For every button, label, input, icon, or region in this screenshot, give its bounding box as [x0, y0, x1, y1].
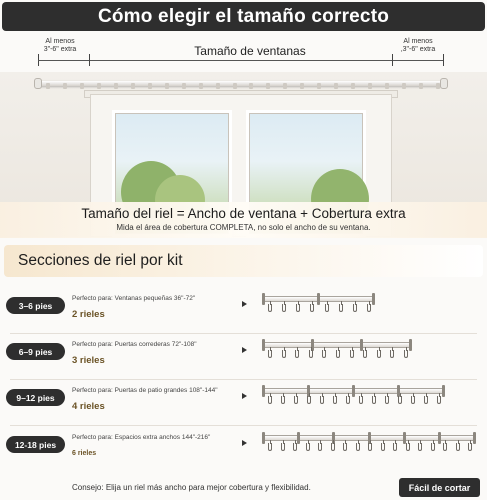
kit-description-prefix: Perfecto para: [72, 341, 113, 348]
kit-description [72, 434, 210, 441]
curtain-hook [393, 443, 397, 451]
rail-glide [402, 83, 406, 89]
curtain-hook [398, 396, 402, 404]
left-extra-dimension-line [38, 60, 90, 61]
kit-row [0, 383, 487, 427]
curtain-hook [281, 443, 285, 451]
curtain-hook [268, 396, 272, 404]
curtain-hook [424, 396, 428, 404]
rail-glide [436, 83, 440, 89]
curtain-hook [282, 304, 286, 312]
rail-glide [385, 83, 389, 89]
kit-description-text: Espacios extra anchos 144"-216" [114, 434, 211, 441]
rail-joint [297, 432, 300, 444]
size-badge: 3–6 pies [6, 297, 65, 314]
curtain-hook [346, 396, 350, 404]
curtain-hook [293, 443, 297, 451]
curtain-hook [437, 396, 441, 404]
curtain-hook [359, 396, 363, 404]
rail-joint [473, 432, 476, 444]
rail-joint [442, 385, 445, 397]
rail-glide [283, 83, 287, 89]
rail-glide [368, 83, 372, 89]
kit-row [0, 430, 487, 474]
rail-joint [438, 432, 441, 444]
rail-joint [317, 293, 320, 305]
formula-band [0, 202, 487, 238]
rail-glide [199, 83, 203, 89]
curtain-hook [318, 443, 322, 451]
curtain-hook [281, 396, 285, 404]
rail-count: 6 rieles [72, 450, 97, 457]
curtain-hook [343, 443, 347, 451]
curtain-hook [322, 350, 326, 358]
curtain-hook [456, 443, 460, 451]
rail-glide [351, 83, 355, 89]
kit-row [0, 291, 487, 335]
curtain-hook [294, 396, 298, 404]
rail-end-cap-right [440, 78, 448, 89]
kit-description-text: Puertas de patio grandes 108"-144" [114, 387, 218, 394]
curtain-hook [468, 443, 472, 451]
curtain-hook [310, 304, 314, 312]
curtain-hook [381, 443, 385, 451]
rail-joint [262, 339, 265, 351]
rail-glide [334, 83, 338, 89]
rail-joint [372, 293, 375, 305]
left-extra-label [34, 38, 86, 54]
play-triangle-icon [242, 301, 247, 307]
kit-description-text: Ventanas pequeñas 36"-72" [114, 295, 196, 302]
curtain-hook [406, 443, 410, 451]
rail-glide [46, 83, 50, 89]
rail-kit-illustration [262, 342, 412, 366]
play-triangle-icon [242, 440, 247, 446]
right-extra-line2: ,3"-6" extra [400, 46, 436, 53]
rail-kit-illustration [262, 435, 476, 459]
curtain-hook [353, 304, 357, 312]
rail-glide [266, 83, 270, 89]
row-divider [10, 379, 477, 380]
curtain-hook [333, 396, 337, 404]
rail-count: 3 rieles [72, 355, 105, 366]
rail-glide [300, 83, 304, 89]
kit-description-prefix: Perfecto para: [72, 295, 113, 302]
formula-text: Tamaño del riel = Ancho de ventana + Cobertura extra [81, 206, 406, 221]
rail-joint [352, 385, 355, 397]
curtain-hook [363, 350, 367, 358]
curtain-hook [331, 443, 335, 451]
curtain-hook [368, 443, 372, 451]
curtain-hook [390, 350, 394, 358]
size-badge: 6–9 pies [6, 343, 65, 360]
curtain-hook [306, 443, 310, 451]
rail-end-cap-left [34, 78, 42, 89]
right-tick [443, 54, 444, 66]
rail-glide [419, 83, 423, 89]
curtain-hook [268, 350, 272, 358]
rail-glide [182, 83, 186, 89]
kit-description-prefix: Perfecto para: [72, 434, 113, 441]
kit-description [72, 295, 195, 302]
sections-title: Secciones de riel por kit [18, 252, 183, 269]
easy-to-cut-badge: Fácil de cortar [399, 478, 480, 497]
rail-count: 4 rieles [72, 401, 105, 412]
rail-kit-illustration [262, 296, 375, 320]
row-divider [10, 425, 477, 426]
rail-glide [216, 83, 220, 89]
rail-glide [131, 83, 135, 89]
window-size-label: Tamaño de ventanas [194, 44, 306, 58]
kit-description-prefix: Perfecto para: [72, 387, 113, 394]
rail-glide [63, 83, 67, 89]
curtain-hook [377, 350, 381, 358]
curtain-hook [295, 350, 299, 358]
curtain-hook [356, 443, 360, 451]
curtain-hook [350, 350, 354, 358]
left-extra-line1: Al menos [45, 38, 75, 45]
window-dimension-line [90, 60, 392, 61]
sections-header [4, 245, 483, 277]
rail-glide [165, 83, 169, 89]
formula-note: Mida el área de cobertura COMPLETA, no solo el ancho de su ventana. [116, 223, 371, 232]
kit-description-text: Puertas correderas 72"-108" [114, 341, 197, 348]
curtain-hook [411, 396, 415, 404]
rail-glide [317, 83, 321, 89]
rail-glide [114, 83, 118, 89]
page-title: Cómo elegir el tamaño correcto [97, 5, 390, 27]
play-triangle-icon [242, 393, 247, 399]
curtain-hook [367, 304, 371, 312]
measurement-row [0, 34, 487, 74]
curtain-hook [339, 304, 343, 312]
rail-joint [262, 293, 265, 305]
right-extra-label [392, 38, 444, 54]
rail-joint [409, 339, 412, 351]
rail-kit-illustration [262, 388, 445, 412]
right-extra-dimension-line [393, 60, 443, 61]
tip-body: Elija un riel más ancho para mejor cobertura y flexibilidad. [105, 483, 311, 492]
header-banner [2, 2, 485, 31]
rail-joint [262, 385, 265, 397]
curtain-hook [372, 396, 376, 404]
right-extra-line1: Al menos [403, 38, 433, 45]
rail-glide [233, 83, 237, 89]
row-divider [10, 333, 477, 334]
size-badge: 9–12 pies [6, 389, 65, 406]
curtain-hook [309, 350, 313, 358]
curtain-hook [320, 396, 324, 404]
kit-description [72, 387, 218, 394]
curtain-hook [268, 443, 272, 451]
curtain-hook [296, 304, 300, 312]
curtain-hook [385, 396, 389, 404]
curtain-hook [431, 443, 435, 451]
rail-glide [148, 83, 152, 89]
tip-text [72, 483, 311, 492]
curtain-hook [336, 350, 340, 358]
curtain-hook [282, 350, 286, 358]
kit-row [0, 337, 487, 381]
rail-glide [249, 83, 253, 89]
curtain-hook [404, 350, 408, 358]
kit-description [72, 341, 197, 348]
size-badge: 12-18 pies [6, 436, 65, 453]
curtain-hook [268, 304, 272, 312]
rail-glide [80, 83, 84, 89]
curtain-hook [443, 443, 447, 451]
tip-label: Consejo: [72, 483, 104, 492]
rail-count: 2 rieles [72, 309, 105, 320]
curtain-hook [307, 396, 311, 404]
rail-glide [97, 83, 101, 89]
rail-joint [262, 432, 265, 444]
curtain-hook [418, 443, 422, 451]
play-triangle-icon [242, 347, 247, 353]
curtain-hook [325, 304, 329, 312]
left-extra-line2: 3"-6" extra [43, 46, 77, 53]
